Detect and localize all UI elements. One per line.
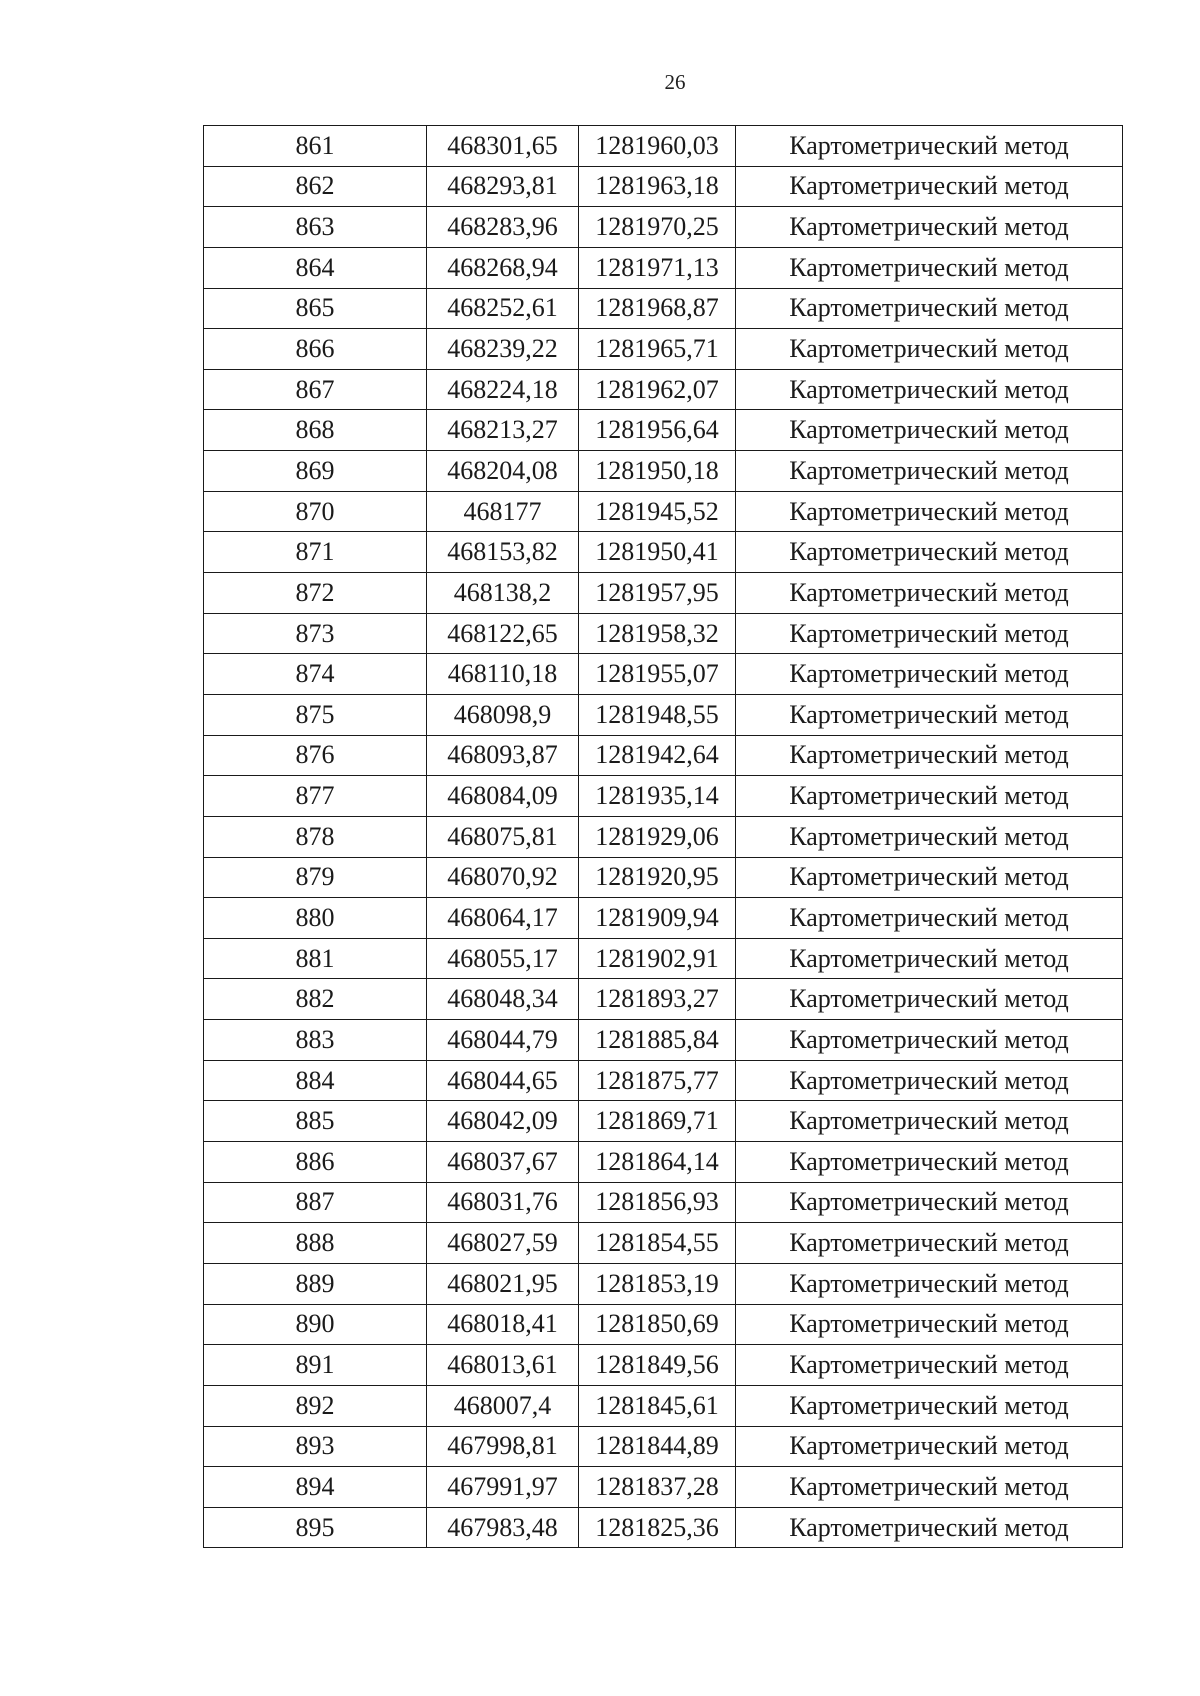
x-coordinate-cell: 468301,65 (427, 126, 579, 167)
point-number-cell: 863 (204, 207, 427, 248)
x-coordinate-cell: 468044,79 (427, 1020, 579, 1061)
point-number-cell: 867 (204, 369, 427, 410)
table-row (204, 1060, 1123, 1101)
method-cell: Картометрический метод (736, 654, 1123, 695)
method-cell: Картометрический метод (736, 166, 1123, 207)
point-number-cell: 864 (204, 247, 427, 288)
point-number-cell: 876 (204, 735, 427, 776)
point-number-cell: 882 (204, 979, 427, 1020)
x-coordinate-cell: 468098,9 (427, 694, 579, 735)
method-cell: Картометрический метод (736, 1223, 1123, 1264)
table-row (204, 1182, 1123, 1223)
method-cell: Картометрический метод (736, 898, 1123, 939)
y-coordinate-cell: 1281971,13 (579, 247, 736, 288)
coordinates-table-body (204, 126, 1123, 1548)
x-coordinate-cell: 468070,92 (427, 857, 579, 898)
table-row (204, 654, 1123, 695)
table-row (204, 938, 1123, 979)
table-row (204, 247, 1123, 288)
x-coordinate-cell: 468093,87 (427, 735, 579, 776)
x-coordinate-cell: 468021,95 (427, 1263, 579, 1304)
y-coordinate-cell: 1281856,93 (579, 1182, 736, 1223)
point-number-cell: 884 (204, 1060, 427, 1101)
x-coordinate-cell: 468153,82 (427, 532, 579, 573)
point-number-cell: 880 (204, 898, 427, 939)
table-row (204, 816, 1123, 857)
y-coordinate-cell: 1281957,95 (579, 573, 736, 614)
point-number-cell: 895 (204, 1507, 427, 1548)
method-cell: Картометрический метод (736, 776, 1123, 817)
table-row (204, 735, 1123, 776)
point-number-cell: 881 (204, 938, 427, 979)
point-number-cell: 894 (204, 1467, 427, 1508)
y-coordinate-cell: 1281965,71 (579, 329, 736, 370)
x-coordinate-cell: 468268,94 (427, 247, 579, 288)
point-number-cell: 875 (204, 694, 427, 735)
method-cell: Картометрический метод (736, 573, 1123, 614)
method-cell: Картометрический метод (736, 410, 1123, 451)
table-row (204, 288, 1123, 329)
y-coordinate-cell: 1281885,84 (579, 1020, 736, 1061)
point-number-cell: 870 (204, 491, 427, 532)
x-coordinate-cell: 468007,4 (427, 1385, 579, 1426)
y-coordinate-cell: 1281854,55 (579, 1223, 736, 1264)
table-row (204, 207, 1123, 248)
x-coordinate-cell: 468204,08 (427, 451, 579, 492)
table-row (204, 451, 1123, 492)
point-number-cell: 872 (204, 573, 427, 614)
point-number-cell: 874 (204, 654, 427, 695)
table-row (204, 613, 1123, 654)
x-coordinate-cell: 468138,2 (427, 573, 579, 614)
table-row (204, 1385, 1123, 1426)
method-cell: Картометрический метод (736, 1182, 1123, 1223)
y-coordinate-cell: 1281844,89 (579, 1426, 736, 1467)
x-coordinate-cell: 468283,96 (427, 207, 579, 248)
point-number-cell: 887 (204, 1182, 427, 1223)
method-cell: Картометрический метод (736, 735, 1123, 776)
y-coordinate-cell: 1281849,56 (579, 1345, 736, 1386)
point-number-cell: 877 (204, 776, 427, 817)
table-row (204, 1426, 1123, 1467)
point-number-cell: 890 (204, 1304, 427, 1345)
point-number-cell: 889 (204, 1263, 427, 1304)
x-coordinate-cell: 468075,81 (427, 816, 579, 857)
table-row (204, 1223, 1123, 1264)
method-cell: Картометрический метод (736, 329, 1123, 370)
y-coordinate-cell: 1281960,03 (579, 126, 736, 167)
y-coordinate-cell: 1281902,91 (579, 938, 736, 979)
method-cell: Картометрический метод (736, 1426, 1123, 1467)
table-row (204, 1345, 1123, 1386)
page-number: 26 (664, 70, 686, 94)
method-cell: Картометрический метод (736, 369, 1123, 410)
x-coordinate-cell: 468252,61 (427, 288, 579, 329)
point-number-cell: 891 (204, 1345, 427, 1386)
method-cell: Картометрический метод (736, 491, 1123, 532)
y-coordinate-cell: 1281956,64 (579, 410, 736, 451)
table-row (204, 694, 1123, 735)
method-cell: Картометрический метод (736, 694, 1123, 735)
method-cell: Картометрический метод (736, 1385, 1123, 1426)
table-row (204, 491, 1123, 532)
method-cell: Картометрический метод (736, 451, 1123, 492)
y-coordinate-cell: 1281942,64 (579, 735, 736, 776)
y-coordinate-cell: 1281950,41 (579, 532, 736, 573)
method-cell: Картометрический метод (736, 938, 1123, 979)
table-row (204, 1304, 1123, 1345)
method-cell: Картометрический метод (736, 857, 1123, 898)
point-number-cell: 892 (204, 1385, 427, 1426)
y-coordinate-cell: 1281893,27 (579, 979, 736, 1020)
x-coordinate-cell: 468031,76 (427, 1182, 579, 1223)
x-coordinate-cell: 467998,81 (427, 1426, 579, 1467)
point-number-cell: 886 (204, 1142, 427, 1183)
y-coordinate-cell: 1281963,18 (579, 166, 736, 207)
x-coordinate-cell: 468055,17 (427, 938, 579, 979)
table-row (204, 573, 1123, 614)
y-coordinate-cell: 1281958,32 (579, 613, 736, 654)
point-number-cell: 878 (204, 816, 427, 857)
x-coordinate-cell: 468293,81 (427, 166, 579, 207)
method-cell: Картометрический метод (736, 288, 1123, 329)
y-coordinate-cell: 1281869,71 (579, 1101, 736, 1142)
point-number-cell: 879 (204, 857, 427, 898)
table-row (204, 329, 1123, 370)
table-row (204, 776, 1123, 817)
method-cell: Картометрический метод (736, 247, 1123, 288)
method-cell: Картометрический метод (736, 532, 1123, 573)
table-row (204, 410, 1123, 451)
x-coordinate-cell: 468018,41 (427, 1304, 579, 1345)
table-row (204, 898, 1123, 939)
x-coordinate-cell: 468084,09 (427, 776, 579, 817)
method-cell: Картометрический метод (736, 613, 1123, 654)
coordinates-table (203, 125, 1123, 1548)
y-coordinate-cell: 1281948,55 (579, 694, 736, 735)
table-row (204, 1263, 1123, 1304)
x-coordinate-cell: 468213,27 (427, 410, 579, 451)
method-cell: Картометрический метод (736, 1060, 1123, 1101)
y-coordinate-cell: 1281845,61 (579, 1385, 736, 1426)
x-coordinate-cell: 468110,18 (427, 654, 579, 695)
y-coordinate-cell: 1281850,69 (579, 1304, 736, 1345)
point-number-cell: 865 (204, 288, 427, 329)
table-row (204, 1020, 1123, 1061)
x-coordinate-cell: 468064,17 (427, 898, 579, 939)
method-cell: Картометрический метод (736, 1345, 1123, 1386)
point-number-cell: 883 (204, 1020, 427, 1061)
x-coordinate-cell: 468013,61 (427, 1345, 579, 1386)
table-row (204, 532, 1123, 573)
point-number-cell: 873 (204, 613, 427, 654)
x-coordinate-cell: 468122,65 (427, 613, 579, 654)
y-coordinate-cell: 1281853,19 (579, 1263, 736, 1304)
table-row (204, 166, 1123, 207)
y-coordinate-cell: 1281875,77 (579, 1060, 736, 1101)
table-row (204, 1101, 1123, 1142)
table-row (204, 979, 1123, 1020)
x-coordinate-cell: 468037,67 (427, 1142, 579, 1183)
x-coordinate-cell: 468177 (427, 491, 579, 532)
table-row (204, 369, 1123, 410)
point-number-cell: 885 (204, 1101, 427, 1142)
y-coordinate-cell: 1281909,94 (579, 898, 736, 939)
point-number-cell: 888 (204, 1223, 427, 1264)
y-coordinate-cell: 1281920,95 (579, 857, 736, 898)
point-number-cell: 862 (204, 166, 427, 207)
x-coordinate-cell: 468044,65 (427, 1060, 579, 1101)
table-row (204, 857, 1123, 898)
point-number-cell: 871 (204, 532, 427, 573)
point-number-cell: 893 (204, 1426, 427, 1467)
method-cell: Картометрический метод (736, 1304, 1123, 1345)
point-number-cell: 869 (204, 451, 427, 492)
y-coordinate-cell: 1281945,52 (579, 491, 736, 532)
method-cell: Картометрический метод (736, 1020, 1123, 1061)
point-number-cell: 866 (204, 329, 427, 370)
x-coordinate-cell: 468048,34 (427, 979, 579, 1020)
method-cell: Картометрический метод (736, 1467, 1123, 1508)
method-cell: Картометрический метод (736, 1263, 1123, 1304)
x-coordinate-cell: 468042,09 (427, 1101, 579, 1142)
x-coordinate-cell: 467983,48 (427, 1507, 579, 1548)
table-row (204, 1142, 1123, 1183)
method-cell: Картометрический метод (736, 1142, 1123, 1183)
y-coordinate-cell: 1281929,06 (579, 816, 736, 857)
table-row (204, 1467, 1123, 1508)
y-coordinate-cell: 1281950,18 (579, 451, 736, 492)
y-coordinate-cell: 1281955,07 (579, 654, 736, 695)
point-number-cell: 861 (204, 126, 427, 167)
method-cell: Картометрический метод (736, 979, 1123, 1020)
table-row (204, 1507, 1123, 1548)
method-cell: Картометрический метод (736, 1507, 1123, 1548)
y-coordinate-cell: 1281864,14 (579, 1142, 736, 1183)
y-coordinate-cell: 1281970,25 (579, 207, 736, 248)
y-coordinate-cell: 1281837,28 (579, 1467, 736, 1508)
y-coordinate-cell: 1281825,36 (579, 1507, 736, 1548)
method-cell: Картометрический метод (736, 207, 1123, 248)
y-coordinate-cell: 1281962,07 (579, 369, 736, 410)
method-cell: Картометрический метод (736, 1101, 1123, 1142)
x-coordinate-cell: 468224,18 (427, 369, 579, 410)
x-coordinate-cell: 468027,59 (427, 1223, 579, 1264)
x-coordinate-cell: 468239,22 (427, 329, 579, 370)
method-cell: Картометрический метод (736, 816, 1123, 857)
point-number-cell: 868 (204, 410, 427, 451)
table-row (204, 126, 1123, 167)
x-coordinate-cell: 467991,97 (427, 1467, 579, 1508)
method-cell: Картометрический метод (736, 126, 1123, 167)
y-coordinate-cell: 1281935,14 (579, 776, 736, 817)
y-coordinate-cell: 1281968,87 (579, 288, 736, 329)
